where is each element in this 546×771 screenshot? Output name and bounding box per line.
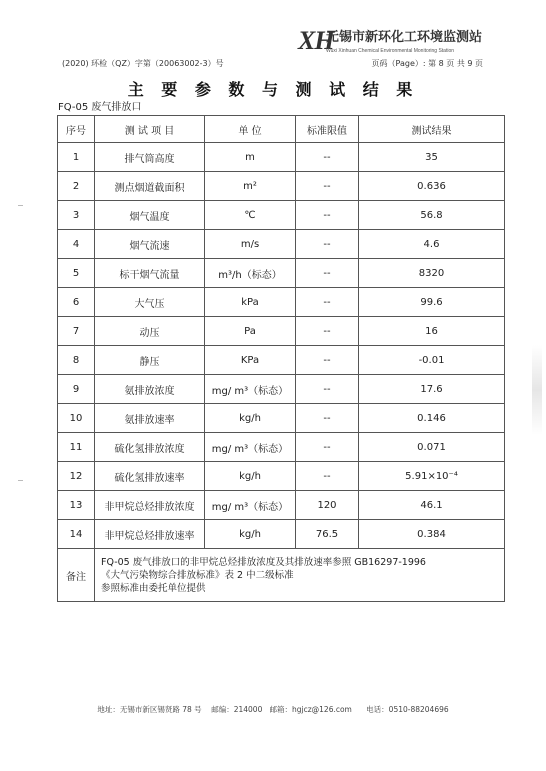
cell-result: 5.91×10⁻⁴ [359,462,505,491]
cell-limit: -- [296,288,359,317]
cell-limit: 76.5 [296,520,359,549]
table-row [58,520,505,549]
cell-item: 排气筒高度 [95,143,205,172]
cell-result: 16 [359,317,505,346]
cell-unit: mg/ m³（标态） [205,491,296,520]
table-row [58,288,505,317]
results-table [57,115,505,602]
cell-item: 烟气流速 [95,230,205,259]
cell-item: 硫化氢排放速率 [95,462,205,491]
cell-no: 13 [58,491,95,520]
cell-limit: -- [296,172,359,201]
cell-no: 3 [58,201,95,230]
cell-limit: 120 [296,491,359,520]
table-row [58,201,505,230]
note-line: 参照标准由委托单位提供 [101,582,206,594]
note-label: 备注 [58,549,95,602]
table-row [58,172,505,201]
cell-limit: -- [296,433,359,462]
cell-unit: kPa [205,288,296,317]
cell-no: 14 [58,520,95,549]
cell-limit: -- [296,462,359,491]
org-name-en: Wuxi Xinhuan Chemical Environmental Monitoring Station [326,48,455,54]
cell-no: 12 [58,462,95,491]
table-row [58,230,505,259]
org-name: 无锡市新环化工环境监测站 [326,30,483,45]
cell-item: 非甲烷总烃排放浓度 [95,491,205,520]
cell-limit: -- [296,346,359,375]
cell-item: 静压 [95,346,205,375]
cell-result: 35 [359,143,505,172]
table-row [58,346,505,375]
cell-result: 0.636 [359,172,505,201]
table-header-row [58,116,505,143]
cell-item: 动压 [95,317,205,346]
cell-limit: -- [296,375,359,404]
cell-limit: -- [296,201,359,230]
cell-item: 氨排放速率 [95,404,205,433]
cell-no: 4 [58,230,95,259]
cell-unit: m/s [205,230,296,259]
cell-unit: Pa [205,317,296,346]
cell-no: 9 [58,375,95,404]
cell-limit: -- [296,143,359,172]
cell-no: 5 [58,259,95,288]
cell-result: 0.146 [359,404,505,433]
table-row [58,317,505,346]
table-subtitle: FQ-05 废气排放口 [58,102,142,113]
table-row [58,404,505,433]
cell-limit: -- [296,404,359,433]
header-limit: 标准限值 [296,116,359,143]
cell-item: 测点烟道截面积 [95,172,205,201]
note-line: FQ-05 废气排放口的非甲烷总烃排放浓度及其排放速率参照 GB16297-1996 [101,556,426,568]
cell-unit: ℃ [205,201,296,230]
cell-unit: KPa [205,346,296,375]
cell-unit: m² [205,172,296,201]
cell-result: 0.071 [359,433,505,462]
scan-edge-shadow [532,345,542,435]
cell-result: 99.6 [359,288,505,317]
cell-no: 7 [58,317,95,346]
cell-unit: mg/ m³（标态） [205,433,296,462]
note-row [58,549,505,602]
note-text [95,549,505,602]
page-indicator: 页码（Page）: 第 8 页 共 9 页 [371,59,483,68]
note-line: 《大气污染物综合排放标准》表 2 中二级标准 [101,569,294,581]
document-code: (2020) 环检（QZ）字第（20063002-3）号 [62,59,224,68]
cell-unit: mg/ m³（标态） [205,375,296,404]
cell-item: 标干烟气流量 [95,259,205,288]
cell-unit: kg/h [205,520,296,549]
header-unit: 单 位 [205,116,296,143]
cell-result: 8320 [359,259,505,288]
table-row [58,462,505,491]
cell-result: -0.01 [359,346,505,375]
cell-item: 氨排放浓度 [95,375,205,404]
cell-unit: kg/h [205,462,296,491]
cell-result: 17.6 [359,375,505,404]
cell-result: 46.1 [359,491,505,520]
cell-no: 8 [58,346,95,375]
cell-result: 56.8 [359,201,505,230]
cell-limit: -- [296,259,359,288]
page-title: 主 要 参 数 与 测 试 结 果 [127,80,419,99]
cell-no: 10 [58,404,95,433]
cell-item: 硫化氢排放浓度 [95,433,205,462]
station-logo-icon: XH [298,26,334,55]
cell-unit: kg/h [205,404,296,433]
cell-unit: m [205,143,296,172]
cell-limit: -- [296,230,359,259]
table-row [58,375,505,404]
table-row [58,143,505,172]
cell-item: 大气压 [95,288,205,317]
footer-contact: 地址：无锡市新区锡贤路 78 号 邮编：214000 邮箱：hgjcz@126.com 电话：0510-88204696 [97,705,449,714]
cell-no: 2 [58,172,95,201]
scan-mark [18,205,23,206]
cell-result: 0.384 [359,520,505,549]
cell-no: 11 [58,433,95,462]
cell-no: 6 [58,288,95,317]
cell-item: 烟气温度 [95,201,205,230]
table-row [58,433,505,462]
table-row [58,491,505,520]
table-row [58,259,505,288]
header-result: 测试结果 [359,116,505,143]
cell-limit: -- [296,317,359,346]
header-item: 测 试 项 目 [95,116,205,143]
cell-unit: m³/h（标态） [205,259,296,288]
scan-mark [18,480,23,481]
cell-result: 4.6 [359,230,505,259]
header-no: 序号 [58,116,95,143]
cell-no: 1 [58,143,95,172]
cell-item: 非甲烷总烃排放速率 [95,520,205,549]
